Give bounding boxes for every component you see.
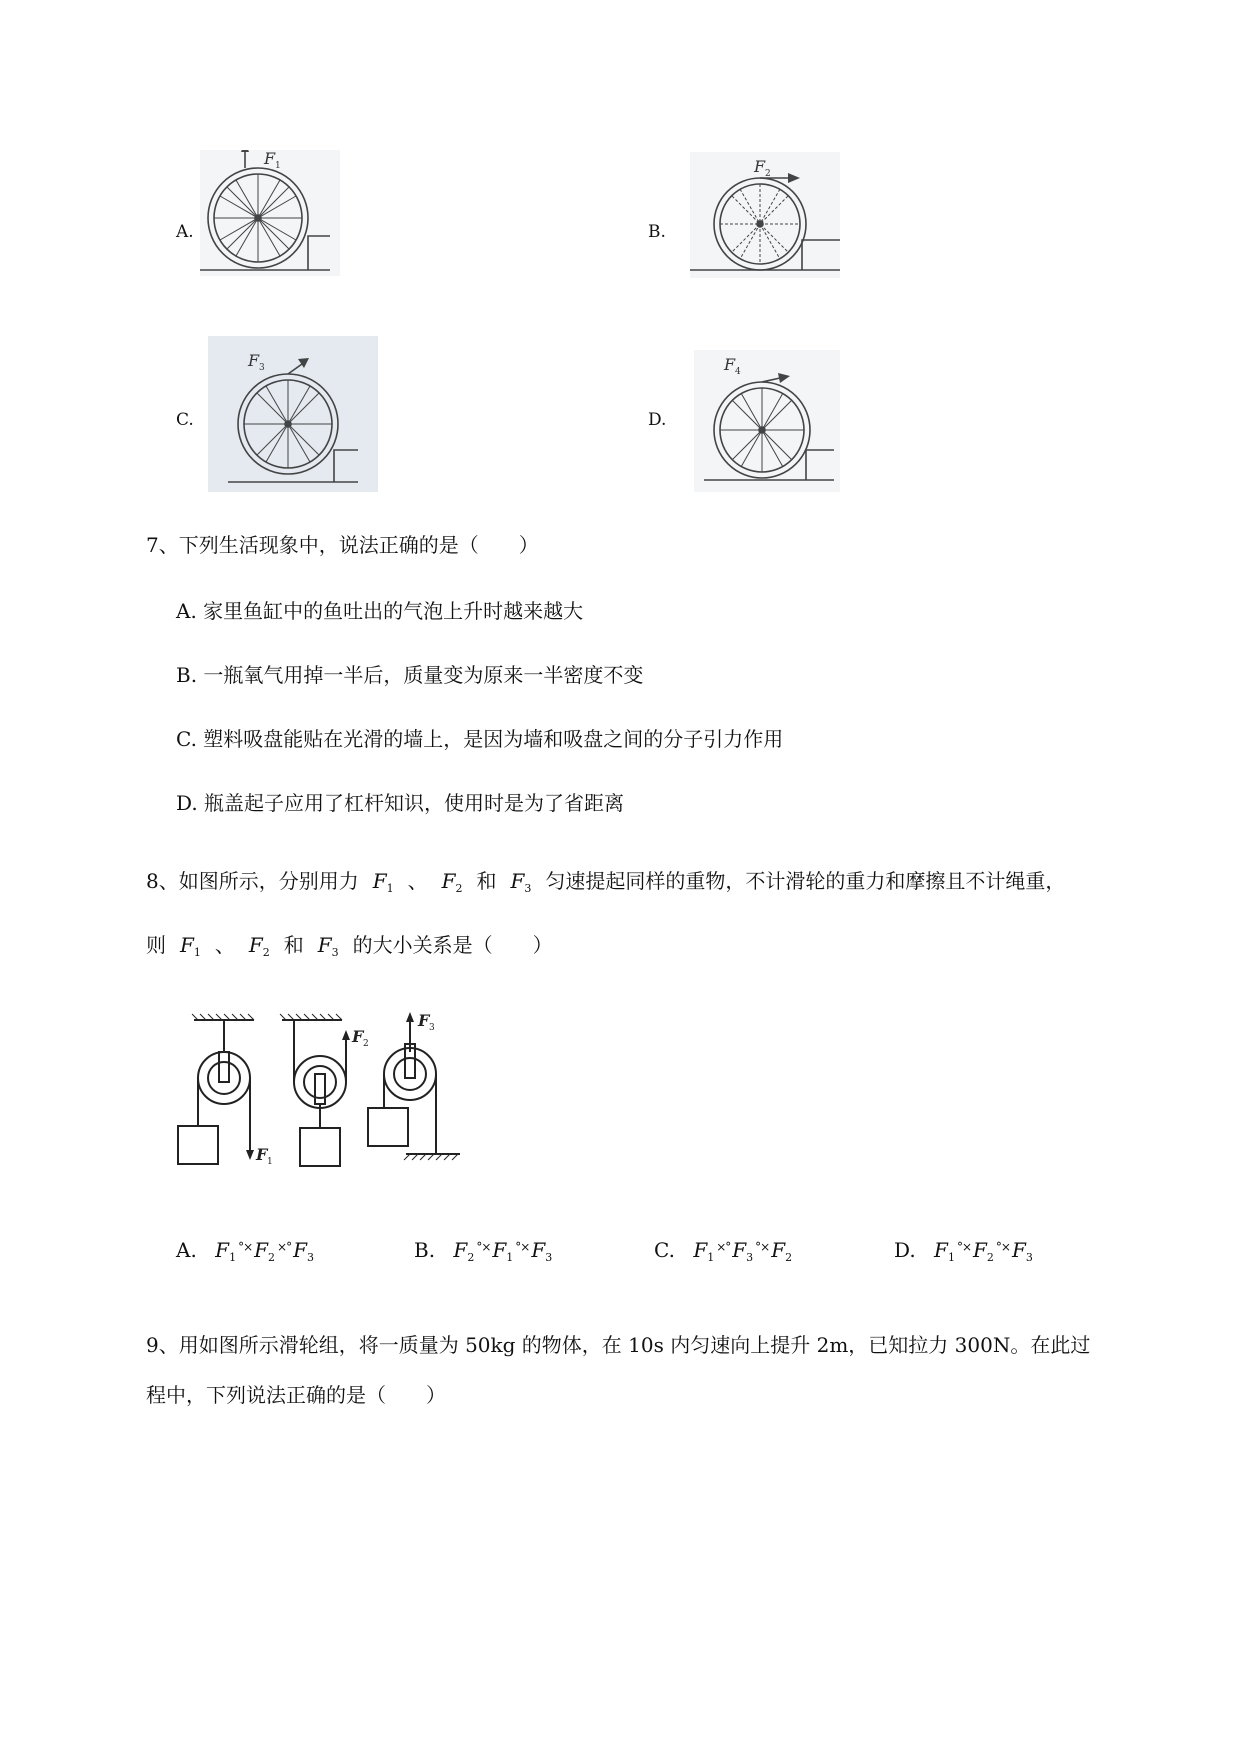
wheel-figure-b — [690, 152, 840, 278]
q9-stem-line2: 程中，下列说法正确的是（ ） — [146, 1383, 446, 1407]
q7-stem: 7、下列生活现象中，说法正确的是（ ） — [146, 533, 539, 557]
force-label-f1: F — [264, 150, 276, 168]
svg-text:F: F — [418, 1011, 430, 1030]
svg-text:2: 2 — [765, 169, 771, 179]
svg-text:3: 3 — [429, 1023, 435, 1033]
q8-option-a[interactable]: A. $F_1^{^\circ\times}$ $F_2^{\times^\circ}$ $F_3$ — [176, 1238, 314, 1264]
q9-stem-line1: 9、用如图所示滑轮组，将一质量为 50kg 的物体，在 10s 内匀速向上提升 2m，已知拉力 300N。在此过 — [146, 1333, 1091, 1357]
q8-option-c[interactable]: C. $F_1^{\times^\circ}$ $F_3^{^\circ\times}$ $F_2$ — [654, 1238, 793, 1264]
q8-stem-line2: 则 $F_1$ 、 $F_2$ 和 $F_3$ 的大小关系是（ ） — [146, 933, 553, 959]
q7-option-d[interactable]: D. 瓶盖起子应用了杠杆知识，使用时是为了省距离 — [176, 791, 625, 815]
wheel-figure-c — [208, 336, 378, 492]
q8-stem-line1: 8、如图所示，分别用力 $F_1$ 、 $F_2$ 和 $F_3$ 匀速提起同样的重物，不计滑轮的重力和摩擦且不计绳重， — [146, 869, 1066, 895]
svg-text:3: 3 — [259, 363, 265, 373]
svg-text:4: 4 — [735, 367, 741, 377]
force-label-f2: F — [754, 157, 766, 176]
wheel-diagram-a — [200, 150, 340, 276]
q6-option-a-label: A. — [176, 222, 194, 242]
svg-text:2: 2 — [363, 1039, 369, 1049]
q8-option-b[interactable]: B. $F_2^{^\circ\times}$ $F_1^{^\circ\times}$ $F_3$ — [414, 1238, 553, 1264]
svg-text:F: F — [352, 1027, 364, 1046]
wheel-figure-a — [200, 150, 340, 276]
force-label-f3: F — [248, 351, 260, 370]
wheel-diagram-c — [208, 336, 378, 492]
wheel-diagram-d — [694, 350, 840, 492]
q6-option-d-label: D. — [648, 410, 667, 430]
pulley-figure — [170, 1004, 490, 1184]
q6-option-c-label: C. — [176, 410, 194, 430]
svg-text:1: 1 — [267, 1157, 273, 1167]
force-label-f4: F — [724, 355, 736, 374]
q8-option-d[interactable]: D. $F_1^{^\circ\times}$ $F_2^{^\circ\times}$ $F_3$ — [894, 1238, 1033, 1264]
q7-option-c[interactable]: C. 塑料吸盘能贴在光滑的墙上，是因为墙和吸盘之间的分子引力作用 — [176, 727, 784, 751]
q7-option-a[interactable]: A. 家里鱼缸中的鱼吐出的气泡上升时越来越大 — [176, 599, 584, 623]
wheel-figure-d — [694, 350, 840, 492]
svg-text:1: 1 — [275, 161, 281, 171]
q6-option-b-label: B. — [648, 222, 666, 242]
wheel-diagram-b — [690, 152, 840, 278]
q7-option-b[interactable]: B. 一瓶氧气用掉一半后，质量变为原来一半密度不变 — [176, 663, 644, 687]
svg-text:F: F — [256, 1145, 268, 1164]
pulley-diagram — [170, 1004, 490, 1184]
